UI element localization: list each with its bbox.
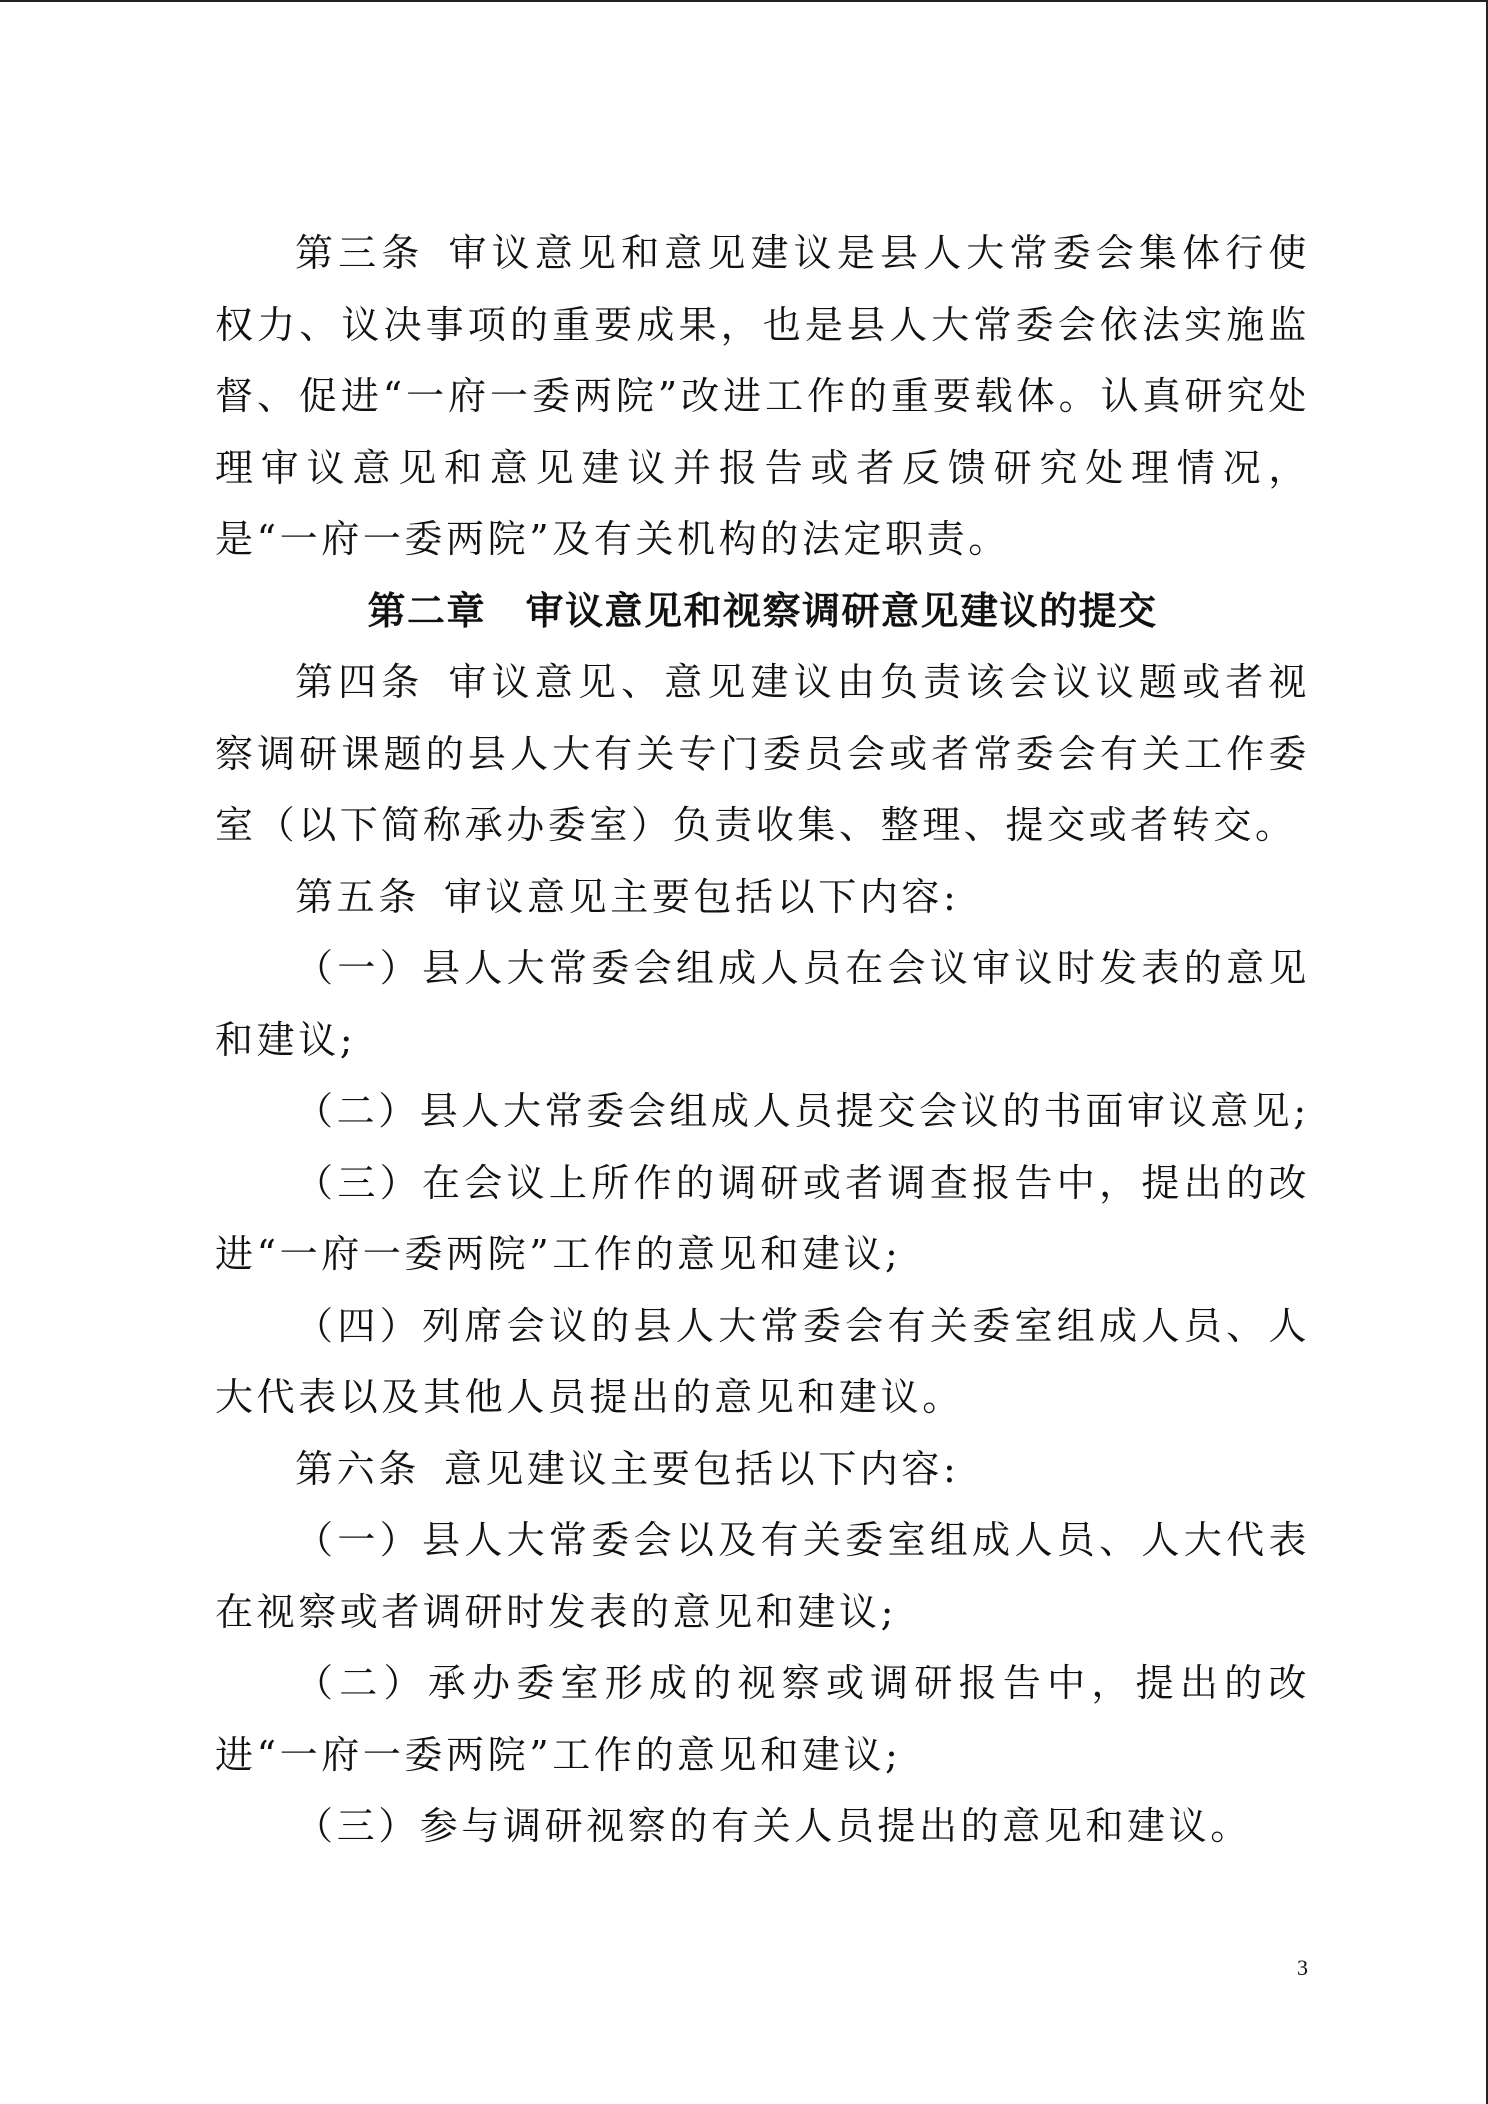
article-label: 第五条 (295, 874, 420, 919)
article-label: 第三条 (295, 231, 425, 275)
page-number: 3 (1297, 1955, 1308, 1980)
article-5-item-2: （二）县人大常委会组成人员提交会议的书面审议意见; (295, 1089, 1310, 1133)
article-5-item-4: （四）列席会议的县人大常委会有关委室组成人员、人大代表以及其他人员提出的意见和建议。 (215, 1303, 1310, 1419)
article-label: 第六条 (295, 1446, 420, 1491)
page-border-top (0, 0, 1488, 2)
article-text: 审议意见主要包括以下内容: (443, 874, 960, 919)
article-5-item-1: （一）县人大常委会组成人员在会议审议时发表的意见和建议; (215, 946, 1310, 1062)
article-text: 审议意见、意见建议由负责该会议议题或者视察调研课题的县人大有关专门委员会或者常委会有关工作委室（以下简称承办委室）负责收集、整理、提交或者转交。 (215, 660, 1310, 847)
article-text: 审议意见和意见建议是县人大常委会集体行使权力、议决事项的重要成果，也是县人大常委会依法实施监督、促进“一府一委两院”改进工作的重要载体。认真研究处理审议意见和意见建议并报告或者反馈研究处理情况，是“一府一委两院”及有关机构的法定职责。 (215, 231, 1310, 561)
article-6-item-1: （一）县人大常委会以及有关委室组成人员、人大代表在视察或者调研时发表的意见和建议; (215, 1518, 1310, 1634)
article-5 (215, 862, 1310, 934)
article-3 (215, 218, 1310, 576)
article-5-item-3: （三）在会议上所作的调研或者调查报告中，提出的改进“一府一委两院”工作的意见和建议; (215, 1160, 1310, 1276)
article-text: 意见建议主要包括以下内容: (443, 1446, 960, 1491)
article-label: 第四条 (295, 660, 425, 704)
chapter-heading: 第二章 审议意见和视察调研意见建议的提交 (367, 588, 1158, 633)
article-4 (215, 647, 1310, 862)
document-body (215, 218, 1310, 1863)
article-6 (215, 1434, 1310, 1506)
article-6-item-3: （三）参与调研视察的有关人员提出的意见和建议。 (295, 1804, 1252, 1848)
article-6-item-2: （二）承办委室形成的视察或调研报告中，提出的改进“一府一委两院”工作的意见和建议; (215, 1661, 1310, 1777)
